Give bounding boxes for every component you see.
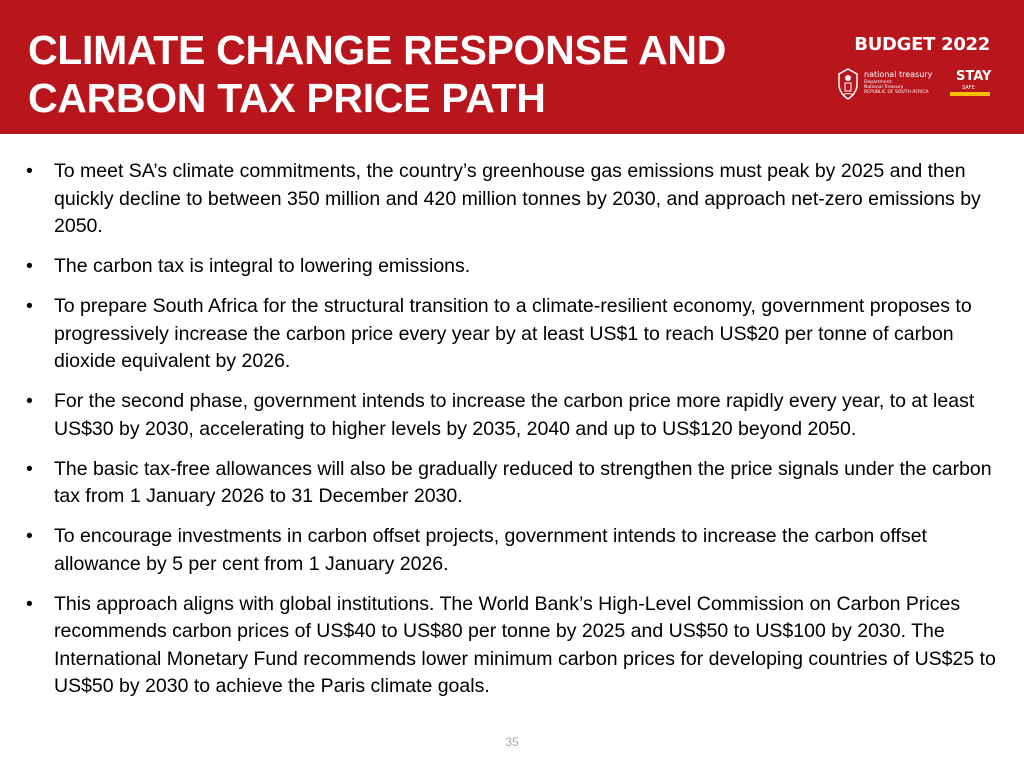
national-treasury-logo bbox=[864, 70, 932, 95]
treasury-department: Department: bbox=[864, 80, 893, 85]
bullet-item: • The basic tax-free allowances will also be gradually reduced to strengthen the price signals under the carbon tax from 1 January 2026 to 31 December 2030. bbox=[26, 456, 1006, 511]
bullet-item: • This approach aligns with global institutions. The World Bank’s High-Level Commission on Carbon Prices recommends carbon prices of US$40 to US$80 per tonne by 2025 and US$50 to US$100 by 2030. The International Monetary Fund recommends lower minimum carbon prices for developing countries of US$25 to US$50 by 2030 to achieve the Paris climate goals. bbox=[26, 591, 1006, 701]
slide-title-line-1: CLIMATE CHANGE RESPONSE AND bbox=[28, 27, 727, 73]
bullet-item: • To encourage investments in carbon offset projects, government intends to increase the carbon offset allowance by 5 per cent from 1 January 2026. bbox=[26, 523, 1006, 578]
logo-group bbox=[836, 68, 992, 102]
slide-title-line-2: CARBON TAX PRICE PATH bbox=[28, 75, 546, 121]
treasury-department-name: National Treasury bbox=[864, 85, 904, 90]
slide-title bbox=[28, 26, 726, 122]
coat-of-arms-icon bbox=[836, 68, 860, 100]
bullet-item: • To meet SA’s climate commitments, the country’s greenhouse gas emissions must peak by 2025 and then quickly decline to between 350 million and 420 million tonnes by 2030, and approach net-zero emissions by 2050. bbox=[26, 158, 1006, 241]
treasury-country: REPUBLIC OF SOUTH AFRICA bbox=[864, 90, 929, 95]
bullet-list bbox=[26, 158, 1006, 713]
budget-2022-label: BUDGET 2022 bbox=[854, 34, 990, 55]
stay-safe-logo: STAY SAFE bbox=[950, 70, 990, 100]
bullet-item: • The carbon tax is integral to lowering emissions. bbox=[26, 253, 1006, 281]
bullet-item: • For the second phase, government intends to increase the carbon price more rapidly every year, to at least US$30 by 2030, accelerating to higher levels by 2035, 2040 and up to US$120 beyond 2050. bbox=[26, 388, 1006, 443]
title-banner bbox=[0, 0, 1024, 134]
bullet-item: • To prepare South Africa for the structural transition to a climate-resilient economy, government proposes to progressively increase the carbon price every year by at least US$1 to reach US$20 per tonne of carbon dioxide equivalent by 2026. bbox=[26, 293, 1006, 376]
page-number: 35 bbox=[505, 735, 519, 749]
treasury-name: national treasury bbox=[864, 70, 933, 79]
